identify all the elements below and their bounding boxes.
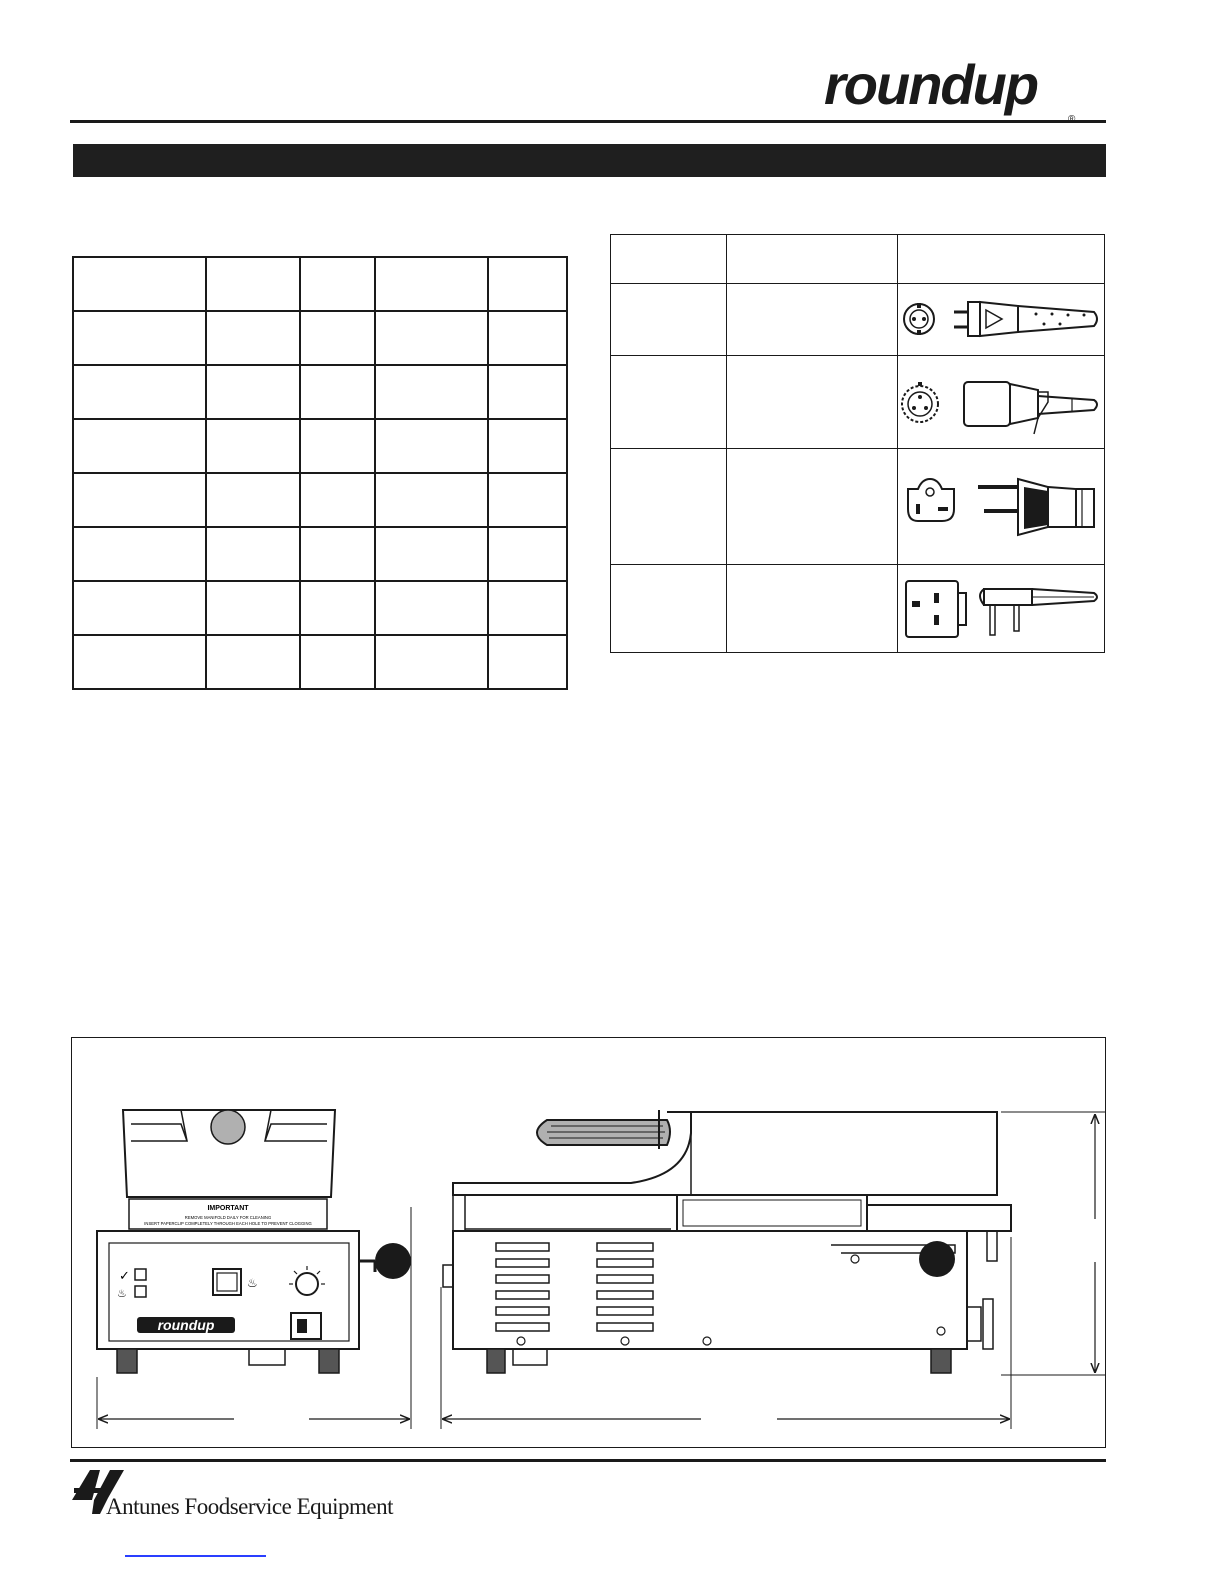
- spec-cell: [375, 311, 489, 365]
- spec-cell: [206, 365, 300, 419]
- spec-cell: [300, 473, 375, 527]
- spec-cell: [375, 635, 489, 689]
- spec-cell: [206, 527, 300, 581]
- spec-cell: [375, 473, 489, 527]
- spec-cell: [300, 581, 375, 635]
- spec-row: [73, 365, 567, 419]
- spec-cell: [206, 257, 300, 311]
- spec-cell: [206, 581, 300, 635]
- callout-circle-a: [211, 1110, 245, 1144]
- spec-cell: [488, 581, 567, 635]
- spec-cell: [73, 635, 206, 689]
- spec-cell: [300, 365, 375, 419]
- footer-link[interactable]: [125, 1555, 266, 1557]
- spec-cell: [300, 635, 375, 689]
- company-name: Antunes Foodservice Equipment: [106, 1494, 394, 1519]
- spec-cell: [73, 473, 206, 527]
- spec-cell: [488, 419, 567, 473]
- spec-cell: [300, 527, 375, 581]
- spec-row: [73, 527, 567, 581]
- spec-row: [73, 257, 567, 311]
- plug-row: [611, 565, 1105, 653]
- heat-icon: ♨: [117, 1287, 127, 1300]
- spec-cell: [206, 635, 300, 689]
- plug-row: [611, 284, 1105, 356]
- plug-image-cell: [898, 356, 1105, 449]
- spec-cell: [206, 311, 300, 365]
- nema-plug-icon: [898, 449, 1105, 565]
- spec-cell: [375, 527, 489, 581]
- section-title-bar: [73, 144, 1106, 177]
- spec-cell: [73, 581, 206, 635]
- toaster-dimension-diagram: [71, 1037, 1105, 1447]
- plug-label: [611, 449, 727, 565]
- spec-cell: [300, 257, 375, 311]
- uk-plug-icon: [898, 565, 1105, 653]
- plug-header-cell: [898, 235, 1105, 284]
- plug-description: [726, 356, 898, 449]
- spec-cell: [206, 473, 300, 527]
- plug-label: [611, 356, 727, 449]
- plug-row: [611, 356, 1105, 449]
- plug-description: [726, 284, 898, 356]
- plug-image-cell: [898, 284, 1105, 356]
- spec-row: [73, 419, 567, 473]
- plug-description: [726, 449, 898, 565]
- steam-icon: ♨: [247, 1276, 258, 1290]
- spec-cell: [300, 311, 375, 365]
- roundup-logo: [820, 58, 1110, 126]
- front-view: [97, 1110, 411, 1429]
- spec-cell: [375, 257, 489, 311]
- spec-cell: [488, 635, 567, 689]
- spec-cell: [488, 365, 567, 419]
- plug-description: [726, 565, 898, 653]
- important-label-line1: REMOVE MANIFOLD DAILY FOR CLEANING: [184, 1215, 272, 1220]
- plug-label: [611, 565, 727, 653]
- roundup-logo-text: roundup: [824, 58, 1038, 116]
- spec-cell: [488, 473, 567, 527]
- plug-table-header: [611, 235, 1105, 284]
- important-label-heading: IMPORTANT: [207, 1205, 249, 1212]
- iec-round-plug-icon: [898, 356, 1105, 449]
- plug-row: [611, 449, 1105, 565]
- spec-row: [73, 635, 567, 689]
- header-rule: [70, 120, 1106, 123]
- spec-cell: [375, 419, 489, 473]
- spec-row: [73, 581, 567, 635]
- schuko-plug-icon: [898, 284, 1105, 356]
- side-view: [441, 1110, 1105, 1429]
- spec-cell: [73, 365, 206, 419]
- spec-cell: [300, 419, 375, 473]
- spec-cell: [488, 257, 567, 311]
- spec-row: [73, 473, 567, 527]
- check-icon: ✓: [119, 1269, 130, 1284]
- lever-knob: [375, 1243, 411, 1279]
- spec-cell: [73, 257, 206, 311]
- spec-row: [73, 311, 567, 365]
- plug-header-cell: [726, 235, 898, 284]
- plug-image-cell: [898, 565, 1105, 653]
- spec-cell: [375, 365, 489, 419]
- plug-label: [611, 284, 727, 356]
- important-label-line2: INSERT PAPERCLIP COMPLETELY THROUGH EACH HOLE TO PREVENT CLOGGING: [144, 1221, 312, 1226]
- side-callout-knob: [919, 1241, 955, 1277]
- spec-cell: [206, 419, 300, 473]
- spec-cell: [73, 419, 206, 473]
- spec-cell: [488, 527, 567, 581]
- plug-configuration-table: [610, 234, 1105, 653]
- front-panel-logo: roundup: [157, 1317, 215, 1333]
- footer-rule: [70, 1459, 1106, 1462]
- spec-cell: [73, 311, 206, 365]
- spec-cell: [375, 581, 489, 635]
- spec-cell: [73, 527, 206, 581]
- plug-image-cell: [898, 449, 1105, 565]
- plug-header-cell: [611, 235, 727, 284]
- spec-cell: [488, 311, 567, 365]
- specification-table: [72, 256, 568, 690]
